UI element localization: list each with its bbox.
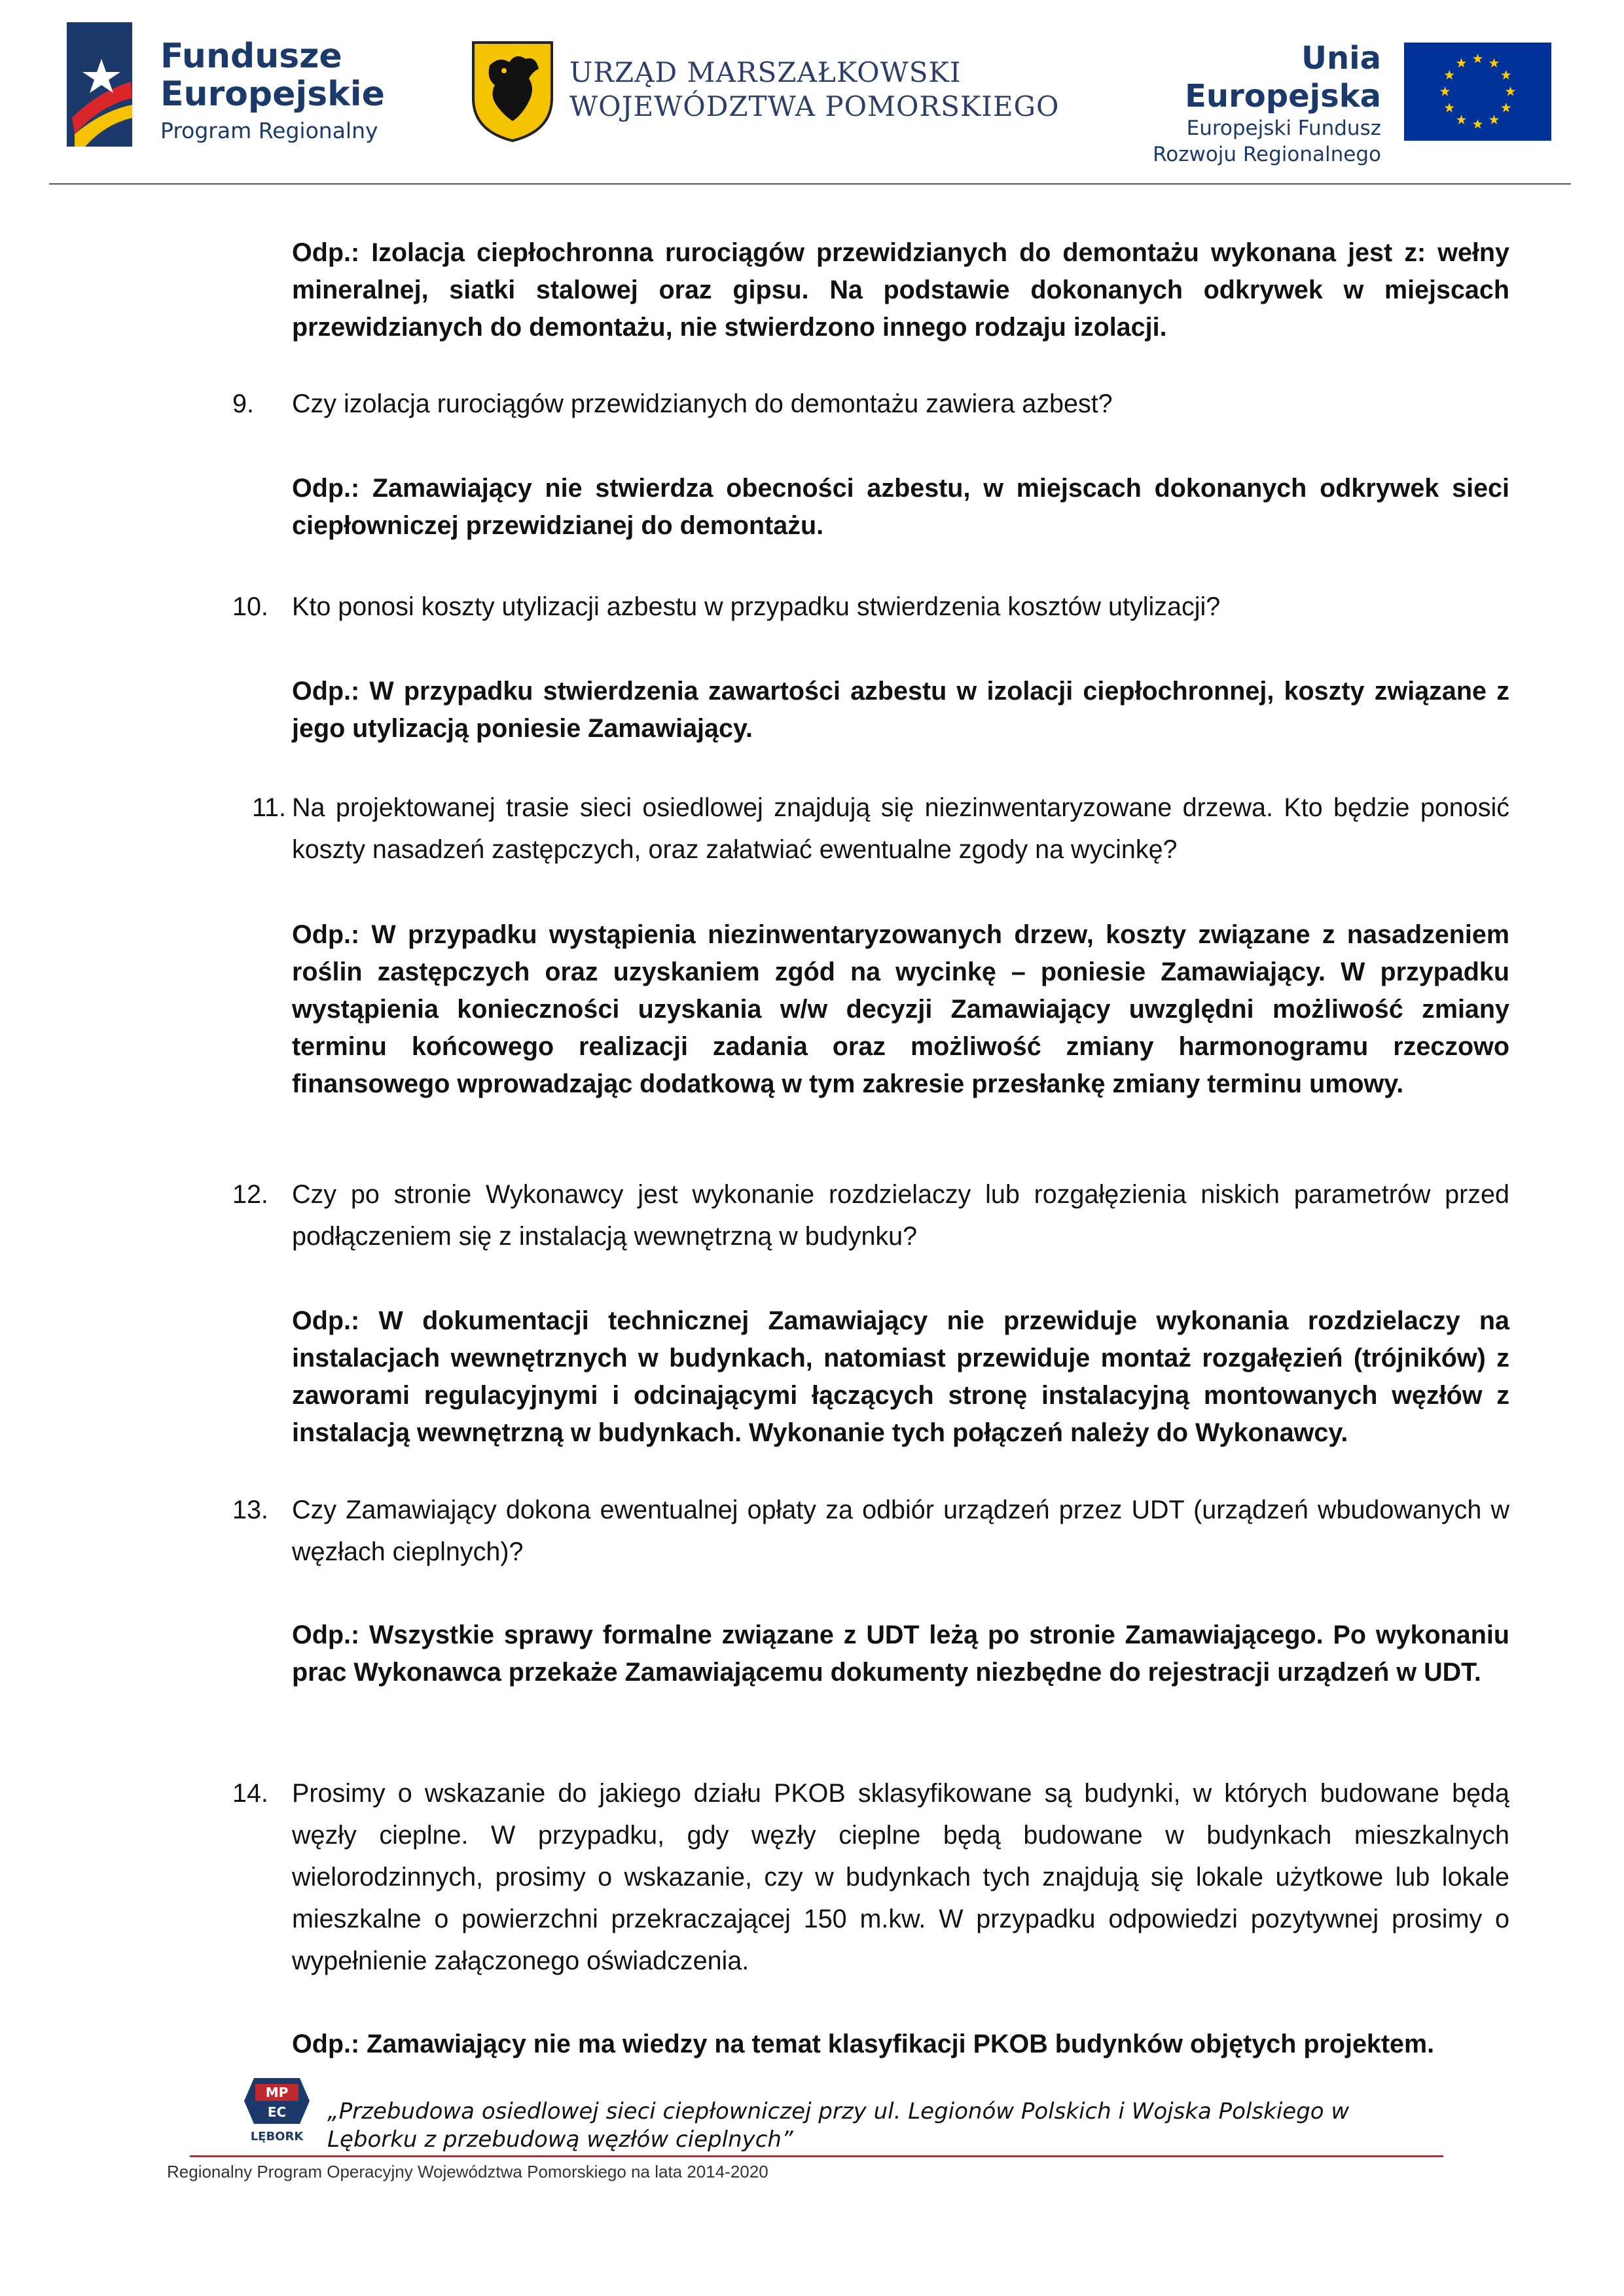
- footer-project-title: [327, 2098, 1453, 2154]
- fe-title-line2: Europejskie: [160, 75, 385, 114]
- mpec-logo-top-text: MP: [265, 2085, 289, 2100]
- eu-flag-icon: [1404, 43, 1551, 141]
- answer-9: Odp.: Zamawiający nie stwierdza obecności azbestu, w miejscach dokonanych odkrywek sieci ciepłowniczej przewidzianej do demontażu.: [292, 474, 1509, 540]
- answer-11: Odp.: W przypadku wystąpienia niezinwentaryzowanych drzew, koszty związane z nasadzeniem roślin zastępczych oraz uzyskaniem zgód na wycinkę – poniesie Zamawiający. W przypadku wystąpienia konieczności uzyskania w/w decyzji Zamawiający uwzględni możliwość zmiany terminu końcowego realizacji zadania oraz możliwość zmiany harmonogramu rzeczowo finansowego wprowadzając dodatkową w tym zakresie przesłankę zmiany terminu umowy.: [292, 920, 1509, 1098]
- answer-14: Odp.: Zamawiający nie ma wiedzy na temat klasyfikacji PKOB budynków objętych projektem.: [292, 2030, 1435, 2058]
- unia-europejska-text: [1106, 39, 1381, 168]
- question-13: Czy Zamawiający dokona ewentualnej opłaty za odbiór urządzeń przez UDT (urządzeń wbudowanych w węzłach cieplnych)?: [292, 1496, 1509, 1566]
- question-9-number: 9.: [232, 389, 254, 418]
- question-14-number: 14.: [232, 1779, 268, 1808]
- pomorskie-crest-icon: [470, 39, 555, 144]
- answer-12: Odp.: W dokumentacji technicznej Zamawiający nie przewiduje wykonania rozdzielaczy na instalacjach wewnętrznych w budynkach, natomiast przewiduje montaż rozgałęzień (trójników) z zaworami regulacyjnymi i odcinającymi łączących stronę instalacyjną montowanych węzłów z instalacją wewnętrzną w budynkach. Wykonanie tych połączeń należy do Wykonawcy.: [292, 1306, 1509, 1447]
- page-header: [0, 0, 1624, 190]
- ue-fund-line2: Rozwoju Regionalnego: [1153, 143, 1381, 166]
- urzad-line1: URZĄD MARSZAŁKOWSKI: [569, 56, 962, 88]
- header-divider: [49, 183, 1571, 185]
- mpec-logo-mid-text: EC: [267, 2104, 287, 2120]
- question-12: Czy po stronie Wykonawcy jest wykonanie rozdzielaczy lub rozgałęzienia niskich parametrów przed podłączeniem się z instalacją wewnętrzną w budynku?: [292, 1180, 1509, 1251]
- footer-project-line1: „Przebudowa osiedlowej sieci ciepłowniczej przy ul. Legionów Polskich i Wojska Polskiego w: [327, 2098, 1350, 2125]
- ue-title: Unia Europejska: [1185, 40, 1381, 115]
- ue-fund-line1: Europejski Fundusz: [1186, 117, 1381, 140]
- question-11: Na projektowanej trasie sieci osiedlowej znajdują się niezinwentaryzowane drzewa. Kto będzie ponosić koszty nasadzeń zastępczych, oraz załatwiać ewentualne zgody na wycinkę?: [292, 793, 1509, 864]
- mpec-lebork-logo: [241, 2075, 313, 2153]
- fe-title-line1: Fundusze: [160, 37, 342, 76]
- question-10-number: 10.: [232, 592, 268, 621]
- question-13-number: 13.: [232, 1496, 268, 1524]
- urzad-marszalkowski-name: [569, 56, 1060, 124]
- footer-program-name: Regionalny Program Operacyjny Województwa Pomorskiego na lata 2014-2020: [167, 2162, 768, 2181]
- question-9: Czy izolacja rurociągów przewidzianych do demontażu zawiera azbest?: [292, 389, 1113, 418]
- fe-subtitle: Program Regionalny: [160, 118, 378, 143]
- question-12-number: 12.: [232, 1180, 268, 1209]
- urzad-line2: WOJEWÓDZTWA POMORSKIEGO: [569, 90, 1060, 122]
- mpec-logo-bottom-text: LĘBORK: [250, 2130, 304, 2144]
- footer-project-line2: Lęborku z przebudową węzłów cieplnych”: [327, 2126, 793, 2153]
- fe-flag-icon: [65, 20, 144, 151]
- footer-divider: [190, 2155, 1443, 2157]
- fundusze-europejskie-logo: [65, 20, 406, 151]
- question-11-number: 11.: [252, 793, 286, 822]
- answer-13: Odp.: Wszystkie sprawy formalne związane z UDT leżą po stronie Zamawiającego. Po wykonaniu prac Wykonawca przekaże Zamawiającemu dokumenty niezbędne do rejestracji urządzeń w UDT.: [292, 1621, 1509, 1687]
- answer-8: Odp.: Izolacja ciepłochronna rurociągów przewidzianych do demontażu wykonana jest z: wełny mineralnej, siatki stalowej oraz gipsu. Na podstawie dokonanych odkrywek w miejscach przewidzianych do demontażu, nie stwierdzono innego rodzaju izolacji.: [292, 238, 1509, 342]
- question-14: Prosimy o wskazanie do jakiego działu PKOB sklasyfikowane są budynki, w których budowane będą węzły cieplne. W przypadku, gdy węzły cieplne będą budowane w budynkach mieszkalnych wielorodzinnych, prosimy o wskazanie, czy w budynkach tych znajdują się lokale użytkowe lub lokale mieszkalne o powierzchni przekraczającej 150 m.kw. W przypadku odpowiedzi pozytywnej prosimy o wypełnienie załączonego oświadczenia.: [292, 1779, 1509, 1975]
- question-10: Kto ponosi koszty utylizacji azbestu w przypadku stwierdzenia kosztów utylizacji?: [292, 592, 1221, 621]
- answer-10: Odp.: W przypadku stwierdzenia zawartości azbestu w izolacji ciepłochronnej, koszty związane z jego utylizacją poniesie Zamawiający.: [292, 677, 1509, 743]
